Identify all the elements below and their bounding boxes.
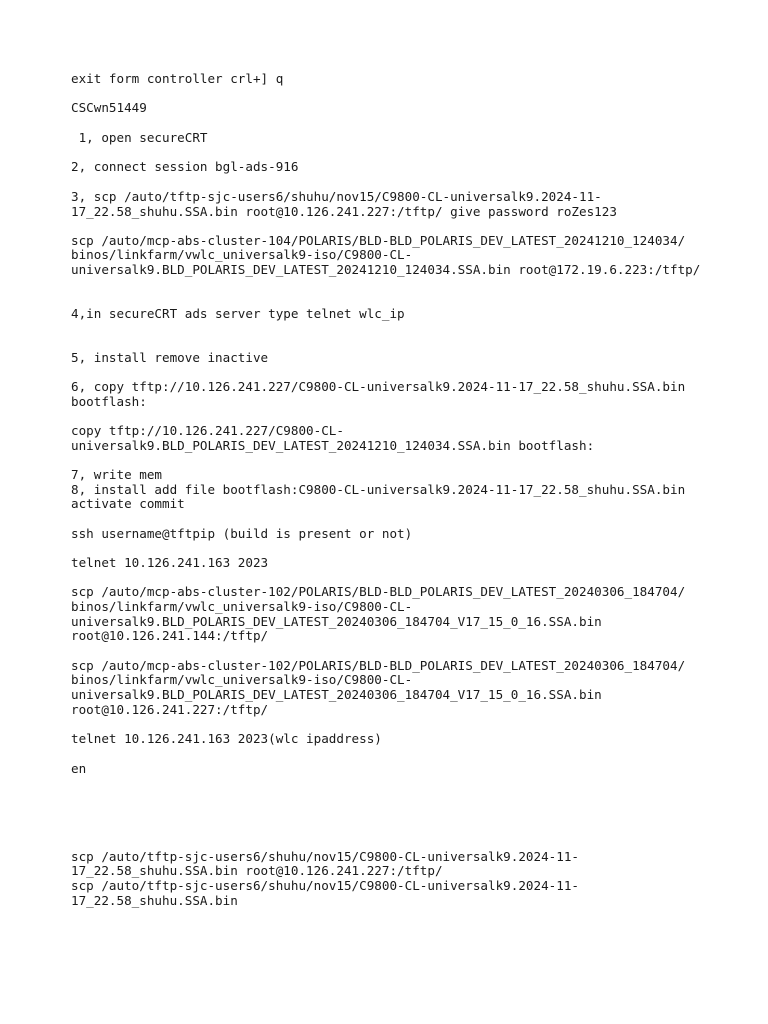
text-line: root@10.126.241.227:/tftp/ [71, 702, 269, 717]
text-line: root@10.126.241.144:/tftp/ [71, 628, 269, 643]
text-line: binos/linkfarm/vwlc_universalk9-iso/C9800-CL- [71, 247, 413, 262]
text-line: telnet 10.126.241.163 2023 [71, 555, 269, 570]
text-line: binos/linkfarm/vwlc_universalk9-iso/C9800-CL- [71, 599, 413, 614]
text-line: 17_22.58_shuhu.SSA.bin root@10.126.241.227:/tftp/ give password roZes123 [71, 204, 617, 219]
text-line: bootflash: [71, 394, 147, 409]
text-line: 4,in secureCRT ads server type telnet wlc_ip [71, 306, 405, 321]
text-line: scp /auto/mcp-abs-cluster-102/POLARIS/BLD-BLD_POLARIS_DEV_LATEST_20240306_184704/ [71, 584, 686, 599]
text-line: exit form controller crl+] q [71, 71, 284, 86]
text-line: 6, copy tftp://10.126.241.227/C9800-CL-universalk9.2024-11-17_22.58_shuhu.SSA.bin [71, 379, 686, 394]
text-line: scp /auto/mcp-abs-cluster-102/POLARIS/BLD-BLD_POLARIS_DEV_LATEST_20240306_184704/ [71, 658, 686, 673]
text-line: universalk9.BLD_POLARIS_DEV_LATEST_20241210_124034.SSA.bin root@172.19.6.223:/tftp/ [71, 262, 701, 277]
text-line: 1, open secureCRT [71, 130, 208, 145]
text-line: 8, install add file bootflash:C9800-CL-universalk9.2024-11-17_22.58_shuhu.SSA.bin [71, 482, 686, 497]
text-line: 5, install remove inactive [71, 350, 269, 365]
text-line: activate commit [71, 496, 185, 511]
text-line: ssh username@tftpip (build is present or not) [71, 526, 413, 541]
text-line: CSCwn51449 [71, 100, 147, 115]
text-line: universalk9.BLD_POLARIS_DEV_LATEST_20240306_184704_V17_15_0_16.SSA.bin [71, 687, 602, 702]
text-line: scp /auto/mcp-abs-cluster-104/POLARIS/BLD-BLD_POLARIS_DEV_LATEST_20241210_124034/ [71, 233, 686, 248]
text-line: en [71, 761, 87, 776]
text-line: scp /auto/tftp-sjc-users6/shuhu/nov15/C9800-CL-universalk9.2024-11- [71, 849, 579, 864]
text-line: 3, scp /auto/tftp-sjc-users6/shuhu/nov15/C9800-CL-universalk9.2024-11- [71, 189, 602, 204]
text-line: 2, connect session bgl-ads-916 [71, 159, 299, 174]
text-line: 17_22.58_shuhu.SSA.bin root@10.126.241.227:/tftp/ [71, 863, 443, 878]
text-line: 7, write mem [71, 467, 162, 482]
text-line: scp /auto/tftp-sjc-users6/shuhu/nov15/C9800-CL-universalk9.2024-11- [71, 878, 579, 893]
text-line: universalk9.BLD_POLARIS_DEV_LATEST_20240306_184704_V17_15_0_16.SSA.bin [71, 614, 602, 629]
text-line: binos/linkfarm/vwlc_universalk9-iso/C9800-CL- [71, 672, 413, 687]
text-line: copy tftp://10.126.241.227/C9800-CL- [71, 423, 344, 438]
text-line: universalk9.BLD_POLARIS_DEV_LATEST_20241210_124034.SSA.bin bootflash: [71, 438, 595, 453]
text-line: telnet 10.126.241.163 2023(wlc ipaddress) [71, 731, 382, 746]
text-line: 17_22.58_shuhu.SSA.bin [71, 893, 238, 908]
